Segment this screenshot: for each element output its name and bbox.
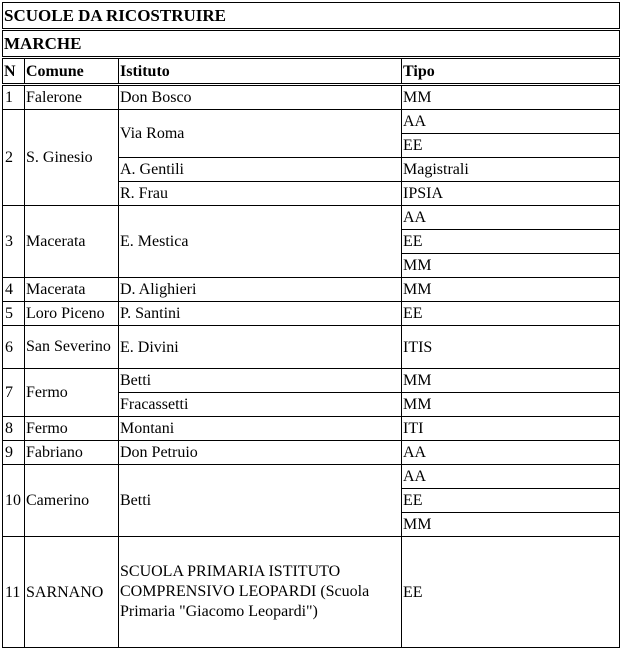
tipo-cell: ITIS [402,326,620,369]
header-n: N [3,58,25,85]
comune-cell: Fermo [25,369,119,417]
istituto-cell: R. Frau [119,182,402,206]
table-title: SCUOLE DA RICOSTRUIRE [3,3,620,30]
comune-cell: Macerata [25,278,119,302]
header-comune: Comune [25,58,119,85]
tipo-cell: EE [402,537,620,648]
row-number: 8 [3,417,25,441]
istituto-cell: P. Santini [119,302,402,326]
comune-cell: SARNANO [25,537,119,648]
comune-cell: Loro Piceno [25,302,119,326]
istituto-cell: A. Gentili [119,158,402,182]
row-number: 11 [3,537,25,648]
table-row [3,465,620,489]
table-row [3,110,620,134]
comune-cell [25,326,119,369]
istituto-cell: D. Alighieri [119,278,402,302]
tipo-cell: IPSIA [402,182,620,206]
row-number: 3 [3,206,25,278]
tipo-cell: EE [402,230,620,254]
tipo-cell: Magistrali [402,158,620,182]
istituto-cell: E. Mestica [119,206,402,278]
table-row [3,85,620,110]
table-row [3,369,620,393]
tipo-cell: ITI [402,417,620,441]
comune-cell: Fabriano [25,441,119,465]
table-row [3,326,620,369]
tipo-cell: MM [402,278,620,302]
table-row [3,417,620,441]
row-number: 10 [3,465,25,537]
tipo-cell: EE [402,302,620,326]
istituto-cell: Don Petruio [119,441,402,465]
row-number: 5 [3,302,25,326]
tipo-cell: AA [402,206,620,230]
tipo-cell: AA [402,441,620,465]
header-tipo: Tipo [402,58,620,85]
comune-cell: S. Ginesio [25,110,119,206]
comune-cell: Fermo [25,417,119,441]
schools-table [2,2,620,648]
istituto-cell: Betti [119,465,402,537]
istituto-cell: E. Divini [119,326,402,369]
tipo-cell: MM [402,369,620,393]
table-row [3,278,620,302]
tipo-cell: MM [402,254,620,278]
istituto-text: SCUOLA PRIMARIA ISTITUTO COMPRENSIVO LEOPARDI (Scuola Primaria "Giacomo Leopardi") [120,563,370,620]
comune-cell: Camerino [25,465,119,537]
table-row [3,302,620,326]
tipo-cell: AA [402,110,620,134]
istituto-cell: Betti [119,369,402,393]
istituto-cell [119,537,402,648]
istituto-cell: Montani [119,417,402,441]
region-heading: MARCHE [3,30,620,58]
istituto-cell: Don Bosco [119,85,402,110]
row-number: 7 [3,369,25,417]
table-row [3,441,620,465]
tipo-cell: MM [402,393,620,417]
table-row [3,206,620,230]
tipo-cell: EE [402,489,620,513]
row-number: 4 [3,278,25,302]
istituto-cell: Via Roma [119,110,402,158]
header-istituto: Istituto [119,58,402,85]
tipo-cell: MM [402,85,620,110]
tipo-cell: EE [402,134,620,158]
row-number: 2 [3,110,25,206]
comune-text: San Severino [26,338,111,355]
table-row [3,537,620,648]
comune-cell: Falerone [25,85,119,110]
row-number: 1 [3,85,25,110]
tipo-cell: AA [402,465,620,489]
row-number: 9 [3,441,25,465]
tipo-cell: MM [402,513,620,537]
istituto-cell: Fracassetti [119,393,402,417]
row-number: 6 [3,326,25,369]
comune-cell: Macerata [25,206,119,278]
